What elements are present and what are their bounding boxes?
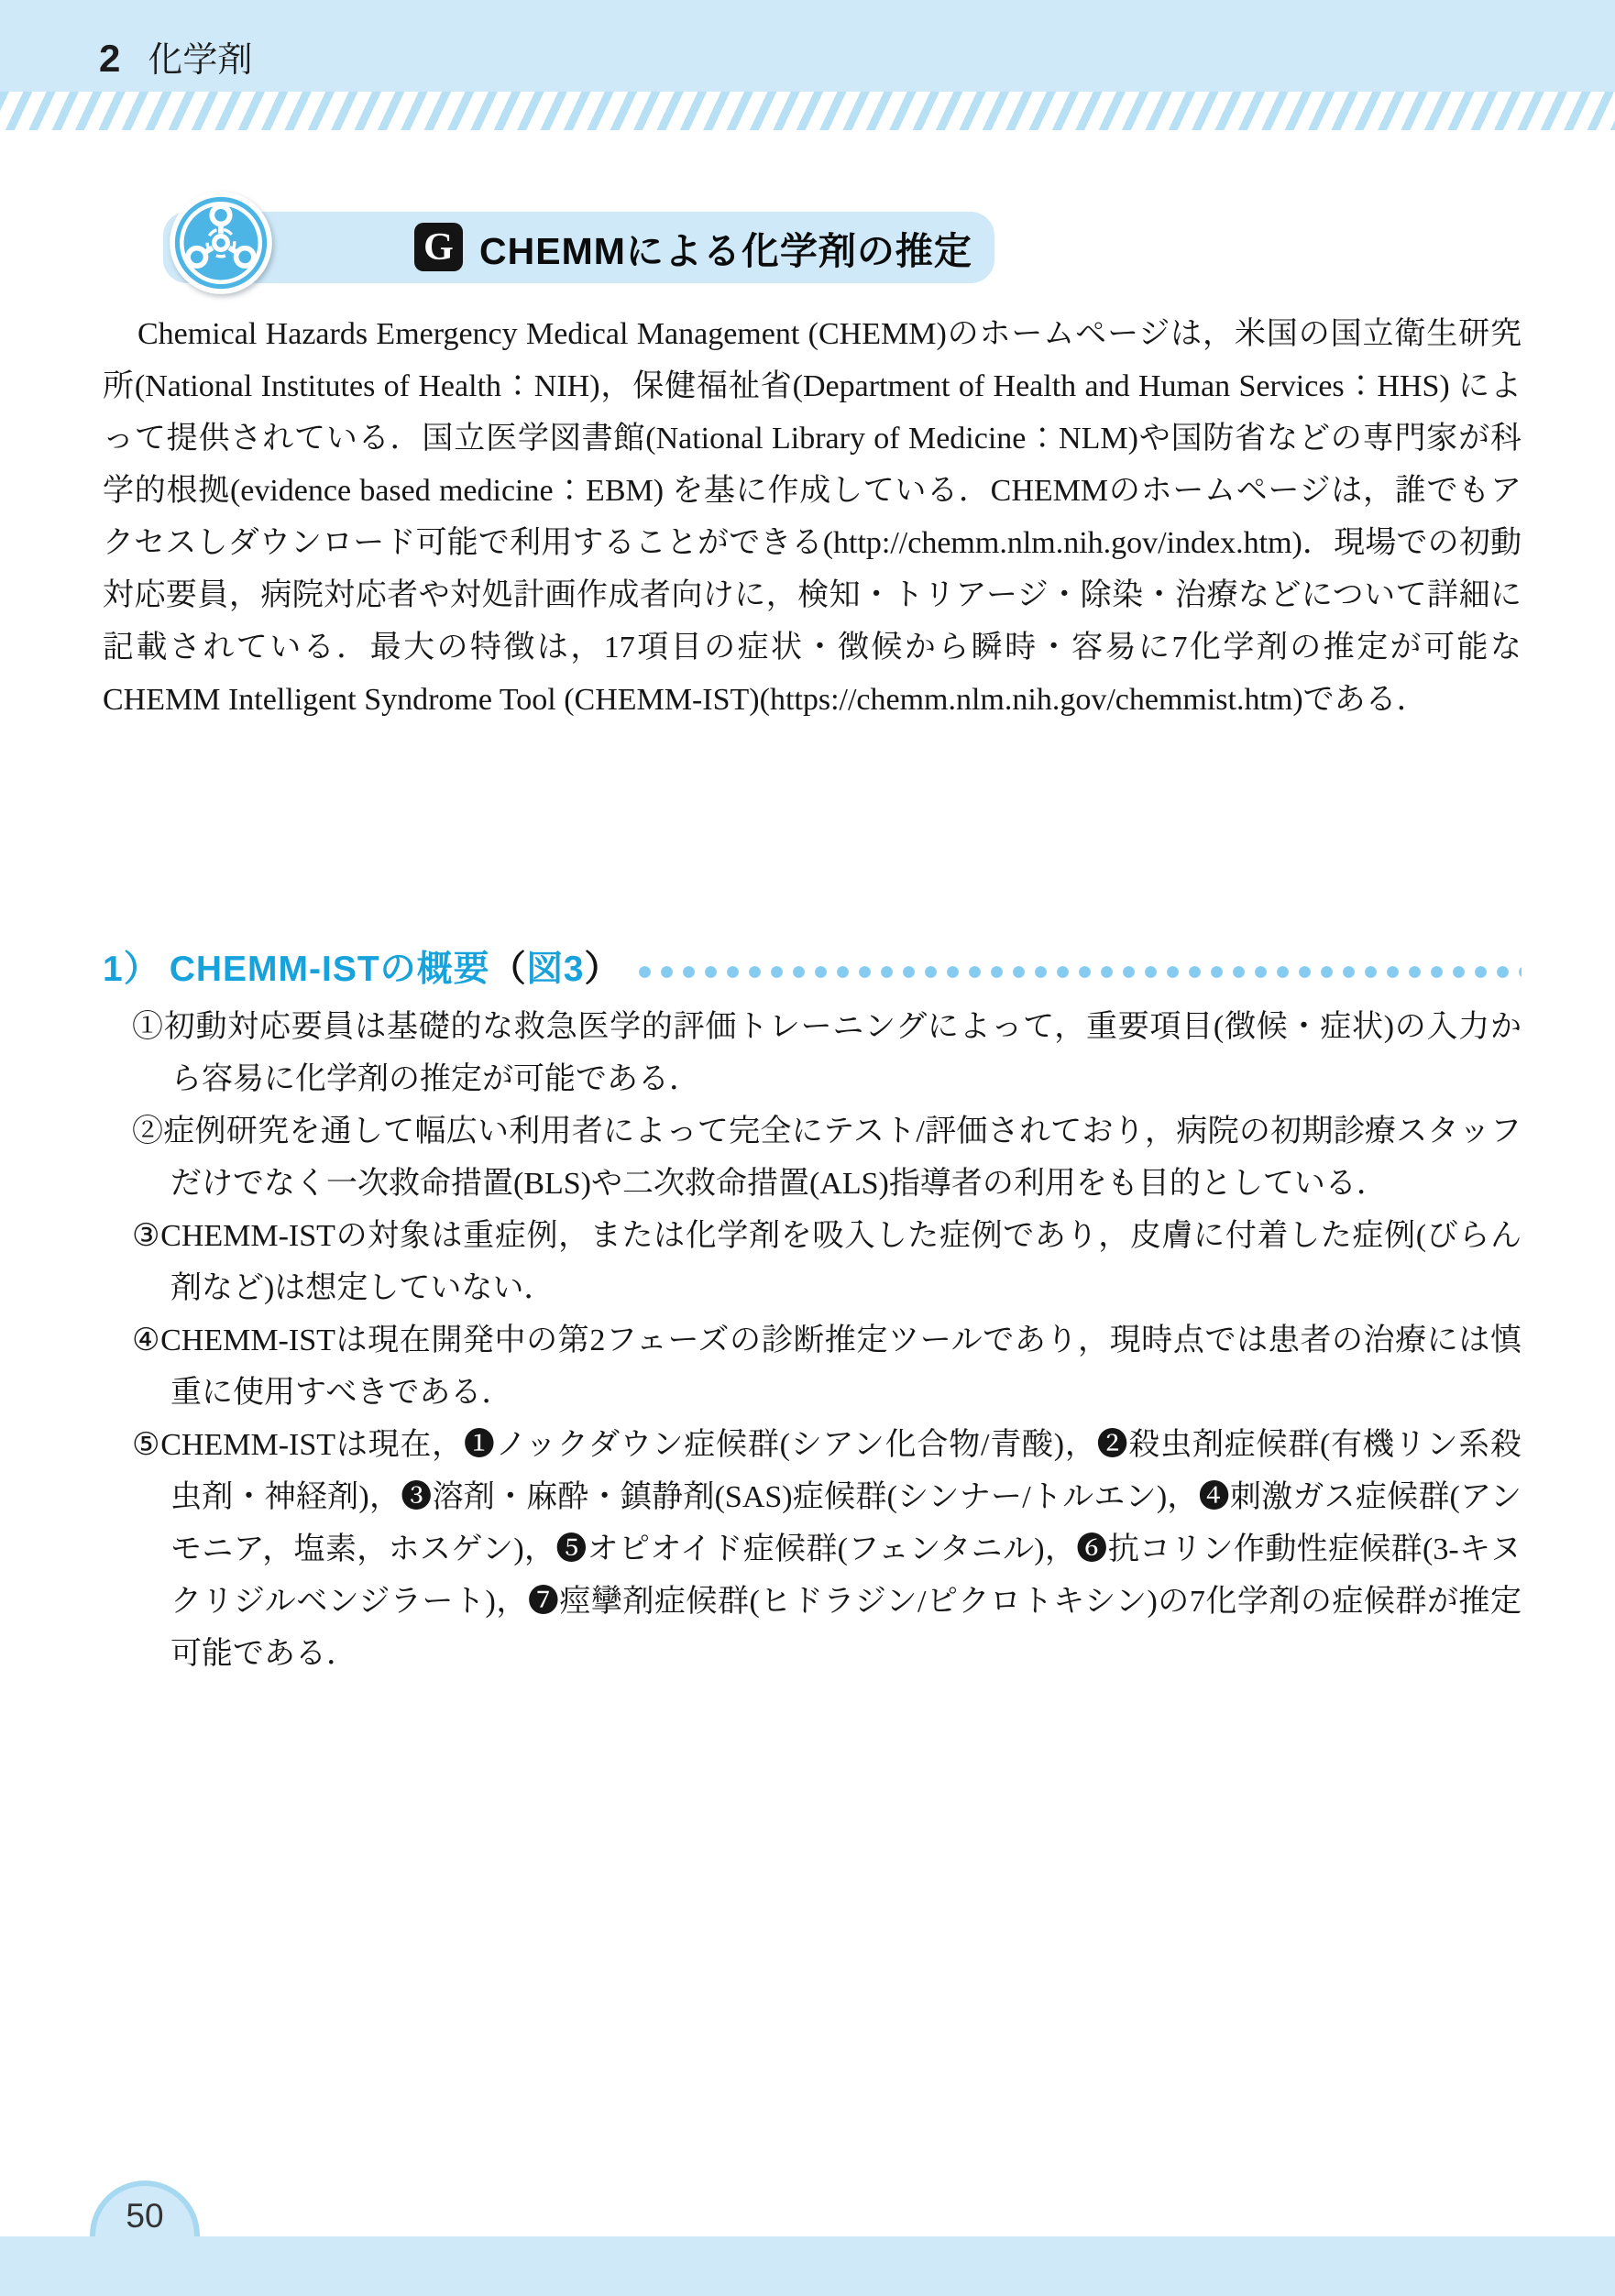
list-item-text: CHEMM-ISTの対象は重症例，または化学剤を吸入した症例であり，皮膚に付着した症例(びらん剤など)は想定していない．	[160, 1219, 1522, 1305]
section-title: CHEMMによる化学剤の推定	[479, 230, 972, 272]
chapter-header	[99, 31, 252, 82]
figure-ref-paren-open: （	[489, 950, 527, 989]
figure-ref-paren-close: ）	[584, 950, 621, 989]
subsection-title: CHEMM-ISTの概要	[169, 950, 490, 989]
list-item	[132, 1001, 1522, 1105]
list-item-text: CHEMM-ISTは現在開発中の第2フェーズの診断推定ツールであり，現時点では患者の治療には慎重に使用すべきである．	[160, 1324, 1522, 1410]
subsection-number: 1）	[103, 950, 160, 989]
chapter-number: 2	[99, 37, 121, 80]
list-item-text: 症例研究を通して幅広い利用者によって完全にテスト/評価されており，病院の初期診療スタッフだけでなく一次救命措置(BLS)や二次救命措置(ALS)指導者の利用をも目的としている．	[163, 1115, 1522, 1201]
list-item-text: CHEMM-ISTは現在，❶ノックダウン症候群(シアン化合物/青酸)，❷殺虫剤症候群(有機リン系殺虫剤・神経剤)，❸溶剤・麻酔・鎮静剤(SAS)症候群(シンナー/トルエン)，❹刺激ガス症候群(アンモニア，塩素，ホスゲン)，❺オピオイド症候群(フェンタニル)，❻抗コリン作動性症候群(3-キヌクリジルベンジラート)，❼痙攣剤症候群(ヒドラジン/ピクロトキシン)の7化学剤の症候群が推定可能である．	[160, 1428, 1522, 1671]
dotted-leader	[639, 966, 1522, 978]
chapter-title: 化学剤	[148, 41, 253, 80]
figure-ref: 図3	[526, 950, 585, 989]
list-item-marker: ④	[132, 1324, 161, 1357]
intro-paragraph: Chemical Hazards Emergency Medical Management (CHEMM)のホームページは，米国の国立衛生研究所(National Institutes of Health：NIH)，保健福祉省(Department of Health and Human Services：HHS) によって提供されている．国立医学図書館(National Library of Medicine：NLM)や国防省などの専門家が科学的根拠(evidence based medicine：EBM) を基に作成している．CHEMMのホームページは，誰でもアクセスしダウンロード可能で利用することができる(http://chemm.nlm.nih.gov/index.htm)．現場での初動対応要員，病院対応者や対処計画作成者向けに，検知・トリアージ・除染・治療などについて詳細に記載されている．最大の特徴は，17項目の症状・徴候から瞬時・容易に7化学剤の推定が可能なCHEMM Intelligent Syndrome Tool (CHEMM-IST)(https://chemm.nlm.nih.gov/chemmist.htm)である．	[103, 317, 1522, 717]
list-item	[132, 1210, 1522, 1314]
list-item-text: 初動対応要員は基礎的な救急医学的評価トレーニングによって，重要項目(徴候・症状)の入力から容易に化学剤の推定が可能である．	[163, 1010, 1522, 1096]
subsection-heading	[103, 940, 1522, 992]
chemical-weapon-symbol-icon	[169, 191, 273, 295]
list-item	[132, 1419, 1522, 1680]
chapter-header-band	[0, 0, 1615, 92]
numbered-list	[132, 1001, 1522, 1680]
page-number-tab	[90, 2181, 200, 2236]
list-item-marker: ①	[132, 1010, 164, 1044]
list-item	[132, 1105, 1522, 1210]
footer-band	[0, 2236, 1615, 2296]
list-item-marker: ②	[132, 1115, 164, 1148]
list-item-marker: ③	[132, 1219, 161, 1253]
page-number: 50	[126, 2197, 164, 2235]
list-item	[132, 1314, 1522, 1419]
section-letter-badge: G	[414, 223, 463, 271]
subsection-heading-text	[103, 940, 621, 992]
diagonal-stripe-band	[0, 92, 1615, 130]
list-item-marker: ⑤	[132, 1428, 161, 1462]
